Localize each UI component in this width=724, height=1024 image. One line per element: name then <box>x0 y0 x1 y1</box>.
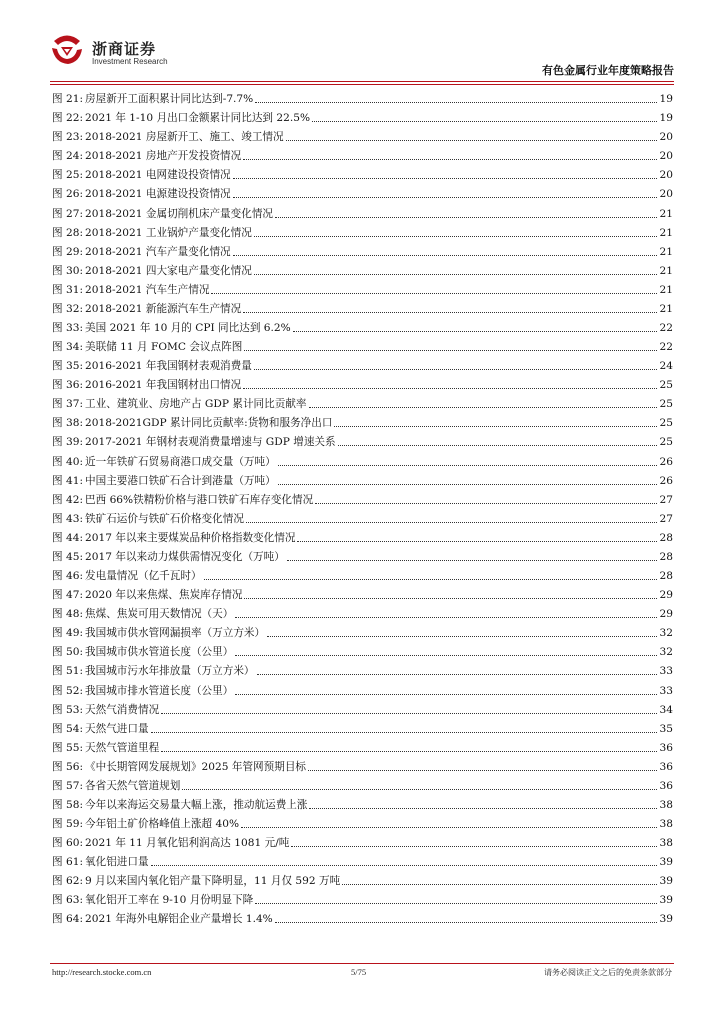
toc-entry[interactable] <box>52 316 673 335</box>
toc-dot-leader <box>291 846 657 847</box>
toc-figure-number: 图 44: <box>52 531 84 544</box>
brand-name: 浙商证券 <box>92 40 157 58</box>
toc-figure-title: 2020 年以来焦煤、焦炭库存情况 <box>85 589 243 602</box>
toc-page-number: 36 <box>659 760 673 773</box>
toc-dot-leader <box>342 884 657 885</box>
footer-url[interactable]: http://research.stocke.com.cn <box>52 967 152 977</box>
toc-figure-title: 2018-2021 新能源汽车生产情况 <box>85 302 242 315</box>
toc-dot-leader <box>275 217 657 218</box>
toc-entry[interactable] <box>52 526 673 545</box>
toc-page-number: 21 <box>659 245 673 258</box>
toc-dot-leader <box>235 617 657 618</box>
toc-entry[interactable] <box>52 201 673 220</box>
toc-page-number: 22 <box>659 341 673 354</box>
toc-entry[interactable] <box>52 583 673 602</box>
toc-entry[interactable] <box>52 812 673 831</box>
toc-figure-title: 2021 年 11 月氧化铝利润高达 1081 元/吨 <box>85 837 290 850</box>
toc-entry[interactable] <box>52 717 673 736</box>
toc-page-number: 25 <box>659 398 673 411</box>
toc-figure-number: 图 59: <box>52 818 84 831</box>
toc-entry[interactable] <box>52 621 673 640</box>
toc-entry[interactable] <box>52 602 673 621</box>
toc-entry[interactable] <box>52 87 673 106</box>
brand-subtitle: Investment Research <box>92 57 168 66</box>
toc-figure-title: 发电量情况（亿千瓦时） <box>85 570 202 583</box>
toc-figure-number: 图 45: <box>52 550 84 563</box>
toc-figure-number: 图 27: <box>52 207 84 220</box>
toc-figure-number: 图 50: <box>52 646 84 659</box>
toc-figure-title: 天然气管道里程 <box>85 741 160 754</box>
toc-dot-leader <box>244 598 657 599</box>
toc-page-number: 35 <box>659 722 673 735</box>
toc-entry[interactable] <box>52 564 673 583</box>
toc-entry[interactable] <box>52 831 673 850</box>
toc-dot-leader <box>211 293 657 294</box>
toc-figure-title: 2017 年以来主要煤炭品种价格指数变化情况 <box>85 531 296 544</box>
toc-figure-title: 今年以来海运交易量大幅上涨，推动航运费上涨 <box>85 798 308 811</box>
footer-rule <box>50 963 674 964</box>
toc-figure-number: 图 29: <box>52 245 84 258</box>
toc-dot-leader <box>244 350 657 351</box>
toc-figure-number: 图 42: <box>52 493 84 506</box>
page-header <box>50 30 674 80</box>
toc-figure-title: 巴西 66%铁精粉价格与港口铁矿石库存变化情况 <box>85 493 314 506</box>
toc-entry[interactable] <box>52 259 673 278</box>
footer-page-number: 5/75 <box>351 967 367 977</box>
toc-figure-number: 图 32: <box>52 302 84 315</box>
toc-entry[interactable] <box>52 888 673 907</box>
toc-dot-leader <box>309 407 657 408</box>
toc-page-number: 21 <box>659 226 673 239</box>
toc-entry[interactable] <box>52 774 673 793</box>
toc-dot-leader <box>278 484 657 485</box>
toc-dot-leader <box>243 388 657 389</box>
toc-figure-title: 焦煤、焦炭可用天数情况（天） <box>85 608 234 621</box>
toc-page-number: 27 <box>659 493 673 506</box>
toc-figure-number: 图 56: <box>52 760 84 773</box>
toc-dot-leader <box>287 560 657 561</box>
toc-dot-leader <box>286 140 657 141</box>
toc-figure-number: 图 43: <box>52 512 84 525</box>
toc-page-number: 20 <box>659 169 673 182</box>
toc-entry[interactable] <box>52 678 673 697</box>
toc-page-number: 36 <box>659 779 673 792</box>
toc-figure-title: 美国 2021 年 10 月的 CPI 同比达到 6.2% <box>85 322 291 335</box>
toc-figure-number: 图 28: <box>52 226 84 239</box>
toc-figure-number: 图 47: <box>52 589 84 602</box>
toc-figure-number: 图 63: <box>52 894 84 907</box>
toc-dot-leader <box>338 445 657 446</box>
toc-figure-number: 图 58: <box>52 798 84 811</box>
toc-page-number: 36 <box>659 741 673 754</box>
toc-figure-title: 我国城市污水年排放量（万立方米） <box>85 665 255 678</box>
toc-figure-number: 图 23: <box>52 131 84 144</box>
toc-dot-leader <box>151 865 657 866</box>
toc-page-number: 29 <box>659 608 673 621</box>
header-rule <box>50 81 674 82</box>
toc-dot-leader <box>309 808 657 809</box>
toc-page-number: 34 <box>659 703 673 716</box>
toc-figure-title: 各省天然气管道规划 <box>85 779 181 792</box>
toc-dot-leader <box>308 770 657 771</box>
toc-entry[interactable] <box>52 430 673 449</box>
toc-figure-number: 图 39: <box>52 436 84 449</box>
toc-page-number: 21 <box>659 207 673 220</box>
toc-figure-title: 2017-2021 年钢材表观消费量增速与 GDP 增速关系 <box>85 436 336 449</box>
toc-figure-title: 2018-2021 房屋新开工、施工、竣工情况 <box>85 131 284 144</box>
toc-figure-number: 图 46: <box>52 570 84 583</box>
toc-figure-title: 2018-2021 金属切削机床产量变化情况 <box>85 207 274 220</box>
toc-dot-leader <box>297 541 657 542</box>
toc-page-number: 39 <box>659 913 673 926</box>
toc-page-number: 39 <box>659 875 673 888</box>
figure-list <box>52 87 673 926</box>
toc-figure-title: 近一年铁矿石贸易商港口成交量（万吨） <box>85 455 276 468</box>
toc-figure-number: 图 57: <box>52 779 84 792</box>
toc-page-number: 20 <box>659 188 673 201</box>
toc-figure-number: 图 25: <box>52 169 84 182</box>
toc-entry[interactable] <box>52 106 673 125</box>
toc-entry[interactable] <box>52 469 673 488</box>
toc-entry[interactable] <box>52 850 673 869</box>
toc-figure-number: 图 24: <box>52 150 84 163</box>
report-title: 有色金属行业年度策略报告 <box>542 64 674 77</box>
toc-dot-leader <box>315 503 657 504</box>
toc-page-number: 29 <box>659 589 673 602</box>
toc-page-number: 26 <box>659 455 673 468</box>
toc-entry[interactable] <box>52 144 673 163</box>
toc-page-number: 26 <box>659 474 673 487</box>
toc-figure-title: 《中长期管网发展规划》2025 年管网预期目标 <box>85 760 307 773</box>
toc-figure-title: 2018-2021 工业锅炉产量变化情况 <box>85 226 252 239</box>
toc-dot-leader <box>257 674 657 675</box>
toc-figure-title: 工业、建筑业、房地产占 GDP 累计同比贡献率 <box>85 398 307 411</box>
toc-entry[interactable] <box>52 449 673 468</box>
toc-dot-leader <box>182 789 657 790</box>
toc-figure-number: 图 34: <box>52 341 84 354</box>
toc-entry[interactable] <box>52 373 673 392</box>
toc-entry[interactable] <box>52 545 673 564</box>
toc-page-number: 38 <box>659 837 673 850</box>
toc-dot-leader <box>241 827 657 828</box>
toc-page-number: 20 <box>659 150 673 163</box>
toc-dot-leader <box>161 713 657 714</box>
toc-figure-number: 图 54: <box>52 722 84 735</box>
toc-page-number: 19 <box>659 93 673 106</box>
toc-figure-title: 天然气消费情况 <box>85 703 160 716</box>
toc-figure-number: 图 62: <box>52 875 84 888</box>
toc-entry[interactable] <box>52 125 673 144</box>
toc-dot-leader <box>255 102 657 103</box>
toc-dot-leader <box>161 751 657 752</box>
toc-entry[interactable] <box>52 507 673 526</box>
toc-entry[interactable] <box>52 163 673 182</box>
toc-entry[interactable] <box>52 736 673 755</box>
toc-figure-number: 图 41: <box>52 474 84 487</box>
toc-figure-title: 2018-2021 汽车生产情况 <box>85 283 210 296</box>
toc-figure-title: 今年铝土矿价格峰值上涨超 40% <box>85 818 240 831</box>
toc-figure-title: 2016-2021 年我国钢材表观消费量 <box>85 360 252 373</box>
toc-entry[interactable] <box>52 869 673 888</box>
toc-figure-title: 2018-2021 汽车产量变化情况 <box>85 245 231 258</box>
toc-figure-title: 2018-2021 电网建设投资情况 <box>85 169 231 182</box>
toc-figure-title: 我国城市供水管道长度（公里） <box>85 646 234 659</box>
toc-figure-title: 铁矿石运价与铁矿石价格变化情况 <box>85 512 244 525</box>
toc-page-number: 20 <box>659 131 673 144</box>
toc-figure-number: 图 55: <box>52 741 84 754</box>
toc-dot-leader <box>293 331 657 332</box>
toc-figure-number: 图 51: <box>52 665 84 678</box>
toc-figure-number: 图 37: <box>52 398 84 411</box>
toc-entry[interactable] <box>52 411 673 430</box>
toc-dot-leader <box>233 255 657 256</box>
toc-entry[interactable] <box>52 698 673 717</box>
toc-figure-number: 图 33: <box>52 322 84 335</box>
toc-page-number: 21 <box>659 283 673 296</box>
toc-page-number: 21 <box>659 302 673 315</box>
toc-figure-number: 图 40: <box>52 455 84 468</box>
toc-figure-number: 图 52: <box>52 684 84 697</box>
toc-dot-leader <box>233 178 657 179</box>
toc-dot-leader <box>233 197 657 198</box>
toc-dot-leader <box>243 159 657 160</box>
toc-dot-leader <box>243 312 657 313</box>
toc-entry[interactable] <box>52 240 673 259</box>
toc-figure-number: 图 64: <box>52 913 84 926</box>
toc-figure-title: 美联储 11 月 FOMC 会议点阵图 <box>85 341 243 354</box>
toc-entry[interactable] <box>52 278 673 297</box>
toc-entry[interactable] <box>52 488 673 507</box>
toc-figure-number: 图 30: <box>52 264 84 277</box>
toc-figure-title: 2018-2021 四大家电产量变化情况 <box>85 264 252 277</box>
toc-figure-title: 2018-2021 电源建设投资情况 <box>85 188 231 201</box>
toc-page-number: 21 <box>659 264 673 277</box>
toc-page-number: 24 <box>659 360 673 373</box>
toc-page-number: 27 <box>659 512 673 525</box>
toc-figure-number: 图 48: <box>52 608 84 621</box>
toc-page-number: 19 <box>659 112 673 125</box>
toc-dot-leader <box>255 903 657 904</box>
toc-entry[interactable] <box>52 335 673 354</box>
toc-figure-number: 图 22: <box>52 112 84 125</box>
toc-figure-title: 2021 年 1-10 月出口金额累计同比达到 22.5% <box>85 112 311 125</box>
toc-figure-number: 图 35: <box>52 360 84 373</box>
toc-figure-title: 房屋新开工面积累计同比达到-7.7% <box>85 93 254 106</box>
toc-page-number: 25 <box>659 417 673 430</box>
toc-figure-number: 图 60: <box>52 837 84 850</box>
toc-dot-leader <box>312 121 657 122</box>
toc-dot-leader <box>254 369 657 370</box>
toc-entry[interactable] <box>52 297 673 316</box>
toc-entry[interactable] <box>52 354 673 373</box>
toc-dot-leader <box>151 732 657 733</box>
toc-entry[interactable] <box>52 221 673 240</box>
toc-page-number: 25 <box>659 436 673 449</box>
toc-dot-leader <box>254 236 657 237</box>
footer-disclaimer: 请务必阅读正文之后的免责条款部分 <box>544 968 672 977</box>
toc-dot-leader <box>278 465 657 466</box>
toc-figure-number: 图 31: <box>52 283 84 296</box>
toc-page-number: 39 <box>659 894 673 907</box>
toc-entry[interactable] <box>52 755 673 774</box>
toc-figure-number: 图 61: <box>52 856 84 869</box>
toc-dot-leader <box>267 636 657 637</box>
toc-figure-title: 2017 年以来动力煤供需情况变化（万吨） <box>85 550 285 563</box>
toc-dot-leader <box>275 922 657 923</box>
toc-page-number: 38 <box>659 818 673 831</box>
toc-page-number: 25 <box>659 379 673 392</box>
toc-dot-leader <box>334 426 657 427</box>
toc-dot-leader <box>235 694 657 695</box>
toc-figure-title: 2021 年海外电解铝企业产量增长 1.4% <box>85 913 273 926</box>
toc-entry[interactable] <box>52 182 673 201</box>
toc-figure-number: 图 21: <box>52 93 84 106</box>
toc-figure-title: 氧化铝进口量 <box>85 856 149 869</box>
toc-entry[interactable] <box>52 659 673 678</box>
toc-page-number: 28 <box>659 550 673 563</box>
toc-figure-title: 氧化铝开工率在 9-10 月份明显下降 <box>85 894 254 907</box>
toc-figure-number: 图 38: <box>52 417 84 430</box>
toc-dot-leader <box>246 522 657 523</box>
toc-page-number: 38 <box>659 798 673 811</box>
toc-figure-title: 2018-2021GDP 累计同比贡献率:货物和服务净出口 <box>85 417 333 430</box>
toc-figure-title: 我国城市供水管网漏损率（万立方米） <box>85 627 266 640</box>
toc-figure-title: 2018-2021 房地产开发投资情况 <box>85 150 242 163</box>
toc-figure-title: 中国主要港口铁矿石合计到港量（万吨） <box>85 474 276 487</box>
toc-page-number: 33 <box>659 665 673 678</box>
toc-dot-leader <box>254 274 657 275</box>
toc-page-number: 39 <box>659 856 673 869</box>
toc-entry[interactable] <box>52 640 673 659</box>
toc-entry[interactable] <box>52 907 673 926</box>
toc-dot-leader <box>204 579 657 580</box>
zheshang-logo-icon <box>50 32 84 66</box>
toc-figure-number: 图 53: <box>52 703 84 716</box>
toc-page-number: 33 <box>659 684 673 697</box>
toc-figure-title: 2016-2021 年我国钢材出口情况 <box>85 379 242 392</box>
toc-dot-leader <box>235 655 657 656</box>
toc-entry[interactable] <box>52 392 673 411</box>
toc-entry[interactable] <box>52 793 673 812</box>
toc-figure-number: 图 26: <box>52 188 84 201</box>
toc-page-number: 28 <box>659 531 673 544</box>
header-rule-thin <box>50 84 674 85</box>
toc-figure-title: 9 月以来国内氧化铝产量下降明显，11 月仅 592 万吨 <box>85 875 341 888</box>
toc-page-number: 32 <box>659 627 673 640</box>
toc-figure-number: 图 36: <box>52 379 84 392</box>
toc-page-number: 28 <box>659 570 673 583</box>
toc-figure-number: 图 49: <box>52 627 84 640</box>
toc-figure-title: 我国城市排水管道长度（公里） <box>85 684 234 697</box>
toc-figure-title: 天然气进口量 <box>85 722 149 735</box>
toc-page-number: 22 <box>659 322 673 335</box>
toc-page-number: 32 <box>659 646 673 659</box>
